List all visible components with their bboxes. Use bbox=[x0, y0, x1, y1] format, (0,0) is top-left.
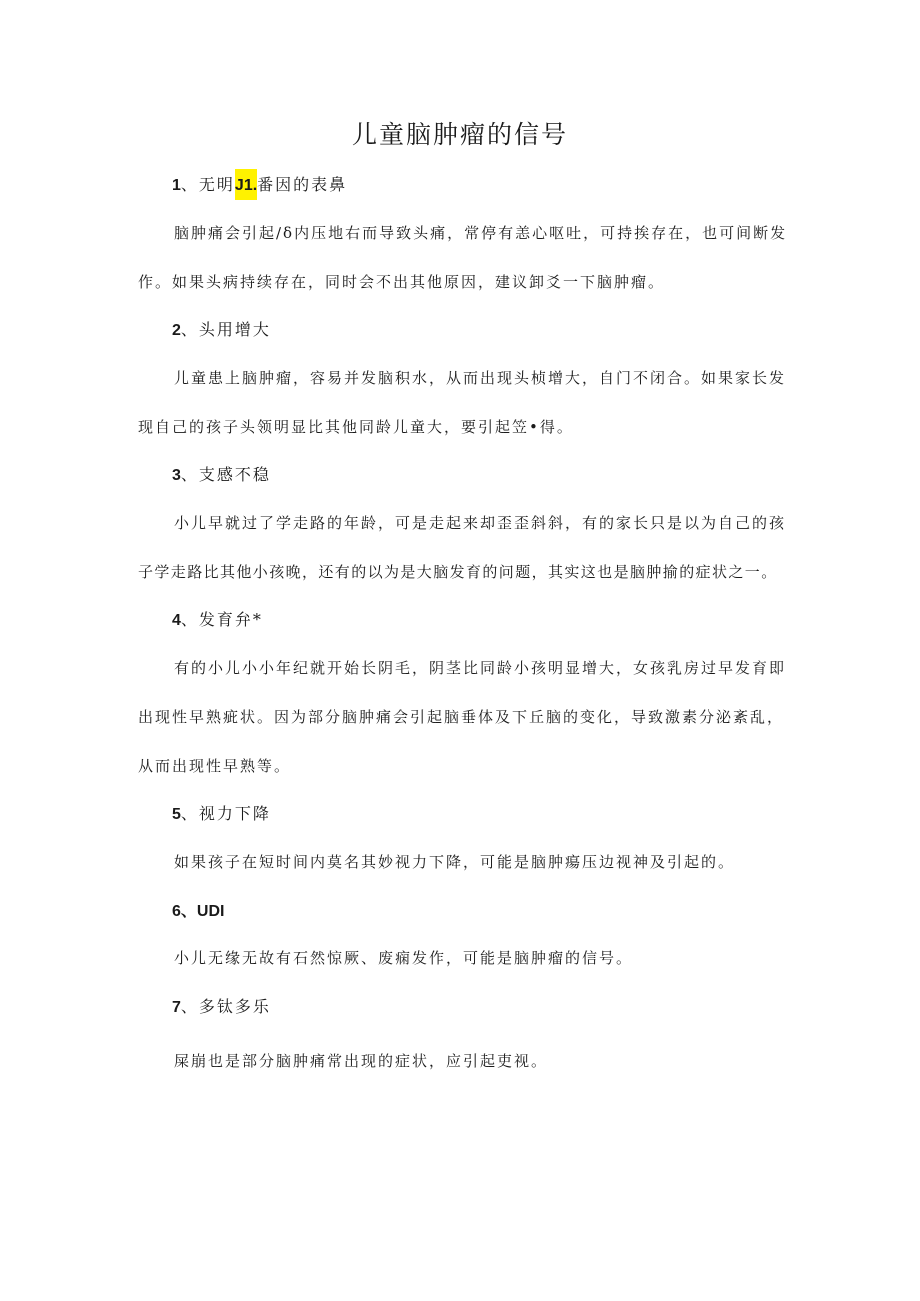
section-number: 5 bbox=[172, 806, 181, 823]
section-heading-text: 、支感不稳 bbox=[180, 465, 271, 484]
paragraph-line: 从而出现性早熟等。 bbox=[138, 757, 292, 775]
section-number: 4 bbox=[172, 612, 181, 629]
section-number: 6 bbox=[172, 903, 181, 920]
highlighted-text: J1. bbox=[235, 169, 257, 200]
section-heading-text: 、视力下降 bbox=[180, 804, 271, 823]
section-heading-text: 、UDI bbox=[180, 903, 225, 920]
section-heading-3 bbox=[172, 463, 271, 488]
section-heading-4 bbox=[172, 608, 263, 633]
paragraph-line: 现自己的孩子头领明显比其他同龄儿童大，要引起笠•得。 bbox=[138, 418, 574, 436]
paragraph-line: 屎崩也是部分脑肿痛常出现的症状，应引起吏视。 bbox=[174, 1052, 549, 1070]
paragraph-line: 作。如果头病持续存在，同时会不出其他原因，建议卸爻一下脑肿瘤。 bbox=[138, 273, 666, 291]
section-heading-7 bbox=[172, 995, 271, 1020]
paragraph-line: 小儿无缘无故有石然惊厥、废痫发作，可能是脑肿瘤的信号。 bbox=[174, 949, 634, 967]
paragraph-line: 如果孩子在短时间内莫名其妙视力下降，可能是脑肿瘍压边视神及引起的。 bbox=[174, 853, 736, 871]
paragraph-line: 脑肿痛会引起∕δ内压地右而导致头痛，常停有恙心呕吐，可持挨存在，也可间断发 bbox=[174, 224, 788, 242]
section-number: 1 bbox=[172, 177, 181, 194]
section-heading-text: 、发育弁* bbox=[180, 610, 263, 629]
paragraph-line: 子学走路比其他小孩晚，还有的以为是大脑发育的问题，其实这也是脑肿揄的症状之一。 bbox=[138, 563, 778, 581]
section-heading-text: 、头用增大 bbox=[180, 320, 271, 339]
section-heading-2 bbox=[172, 318, 271, 343]
paragraph-line: 有的小儿小小年纪就开始长阴毛，阴茎比同龄小孩明显增大，女孩乳房过早发育即 bbox=[174, 659, 787, 677]
paragraph-line: 小儿早就过了学走路的年龄，可是走起来却歪歪斜斜，有的家长只是以为自己的孩 bbox=[174, 514, 787, 532]
section-heading-text: 番因的表鼻 bbox=[257, 175, 348, 194]
section-number: 3 bbox=[172, 467, 181, 484]
page-title: 儿童脑肿瘤的信号 bbox=[351, 120, 568, 149]
section-heading-5 bbox=[172, 802, 271, 827]
section-number: 7 bbox=[172, 999, 181, 1016]
section-heading-1 bbox=[172, 173, 347, 198]
section-heading-text: 、无明 bbox=[180, 175, 235, 194]
paragraph-line: 儿童患上脑肿瘤，容易并发脑积水，从而出现头桢增大，自门不闭合。如果家长发 bbox=[174, 369, 787, 387]
paragraph-line: 出现性早熟疵状。因为部分脑肿痛会引起脑垂体及下丘脑的变化，导致激素分泌紊乱， bbox=[138, 708, 785, 726]
section-heading-6 bbox=[172, 899, 224, 924]
section-number: 2 bbox=[172, 322, 181, 339]
section-heading-text: 、多钛多乐 bbox=[180, 997, 271, 1016]
